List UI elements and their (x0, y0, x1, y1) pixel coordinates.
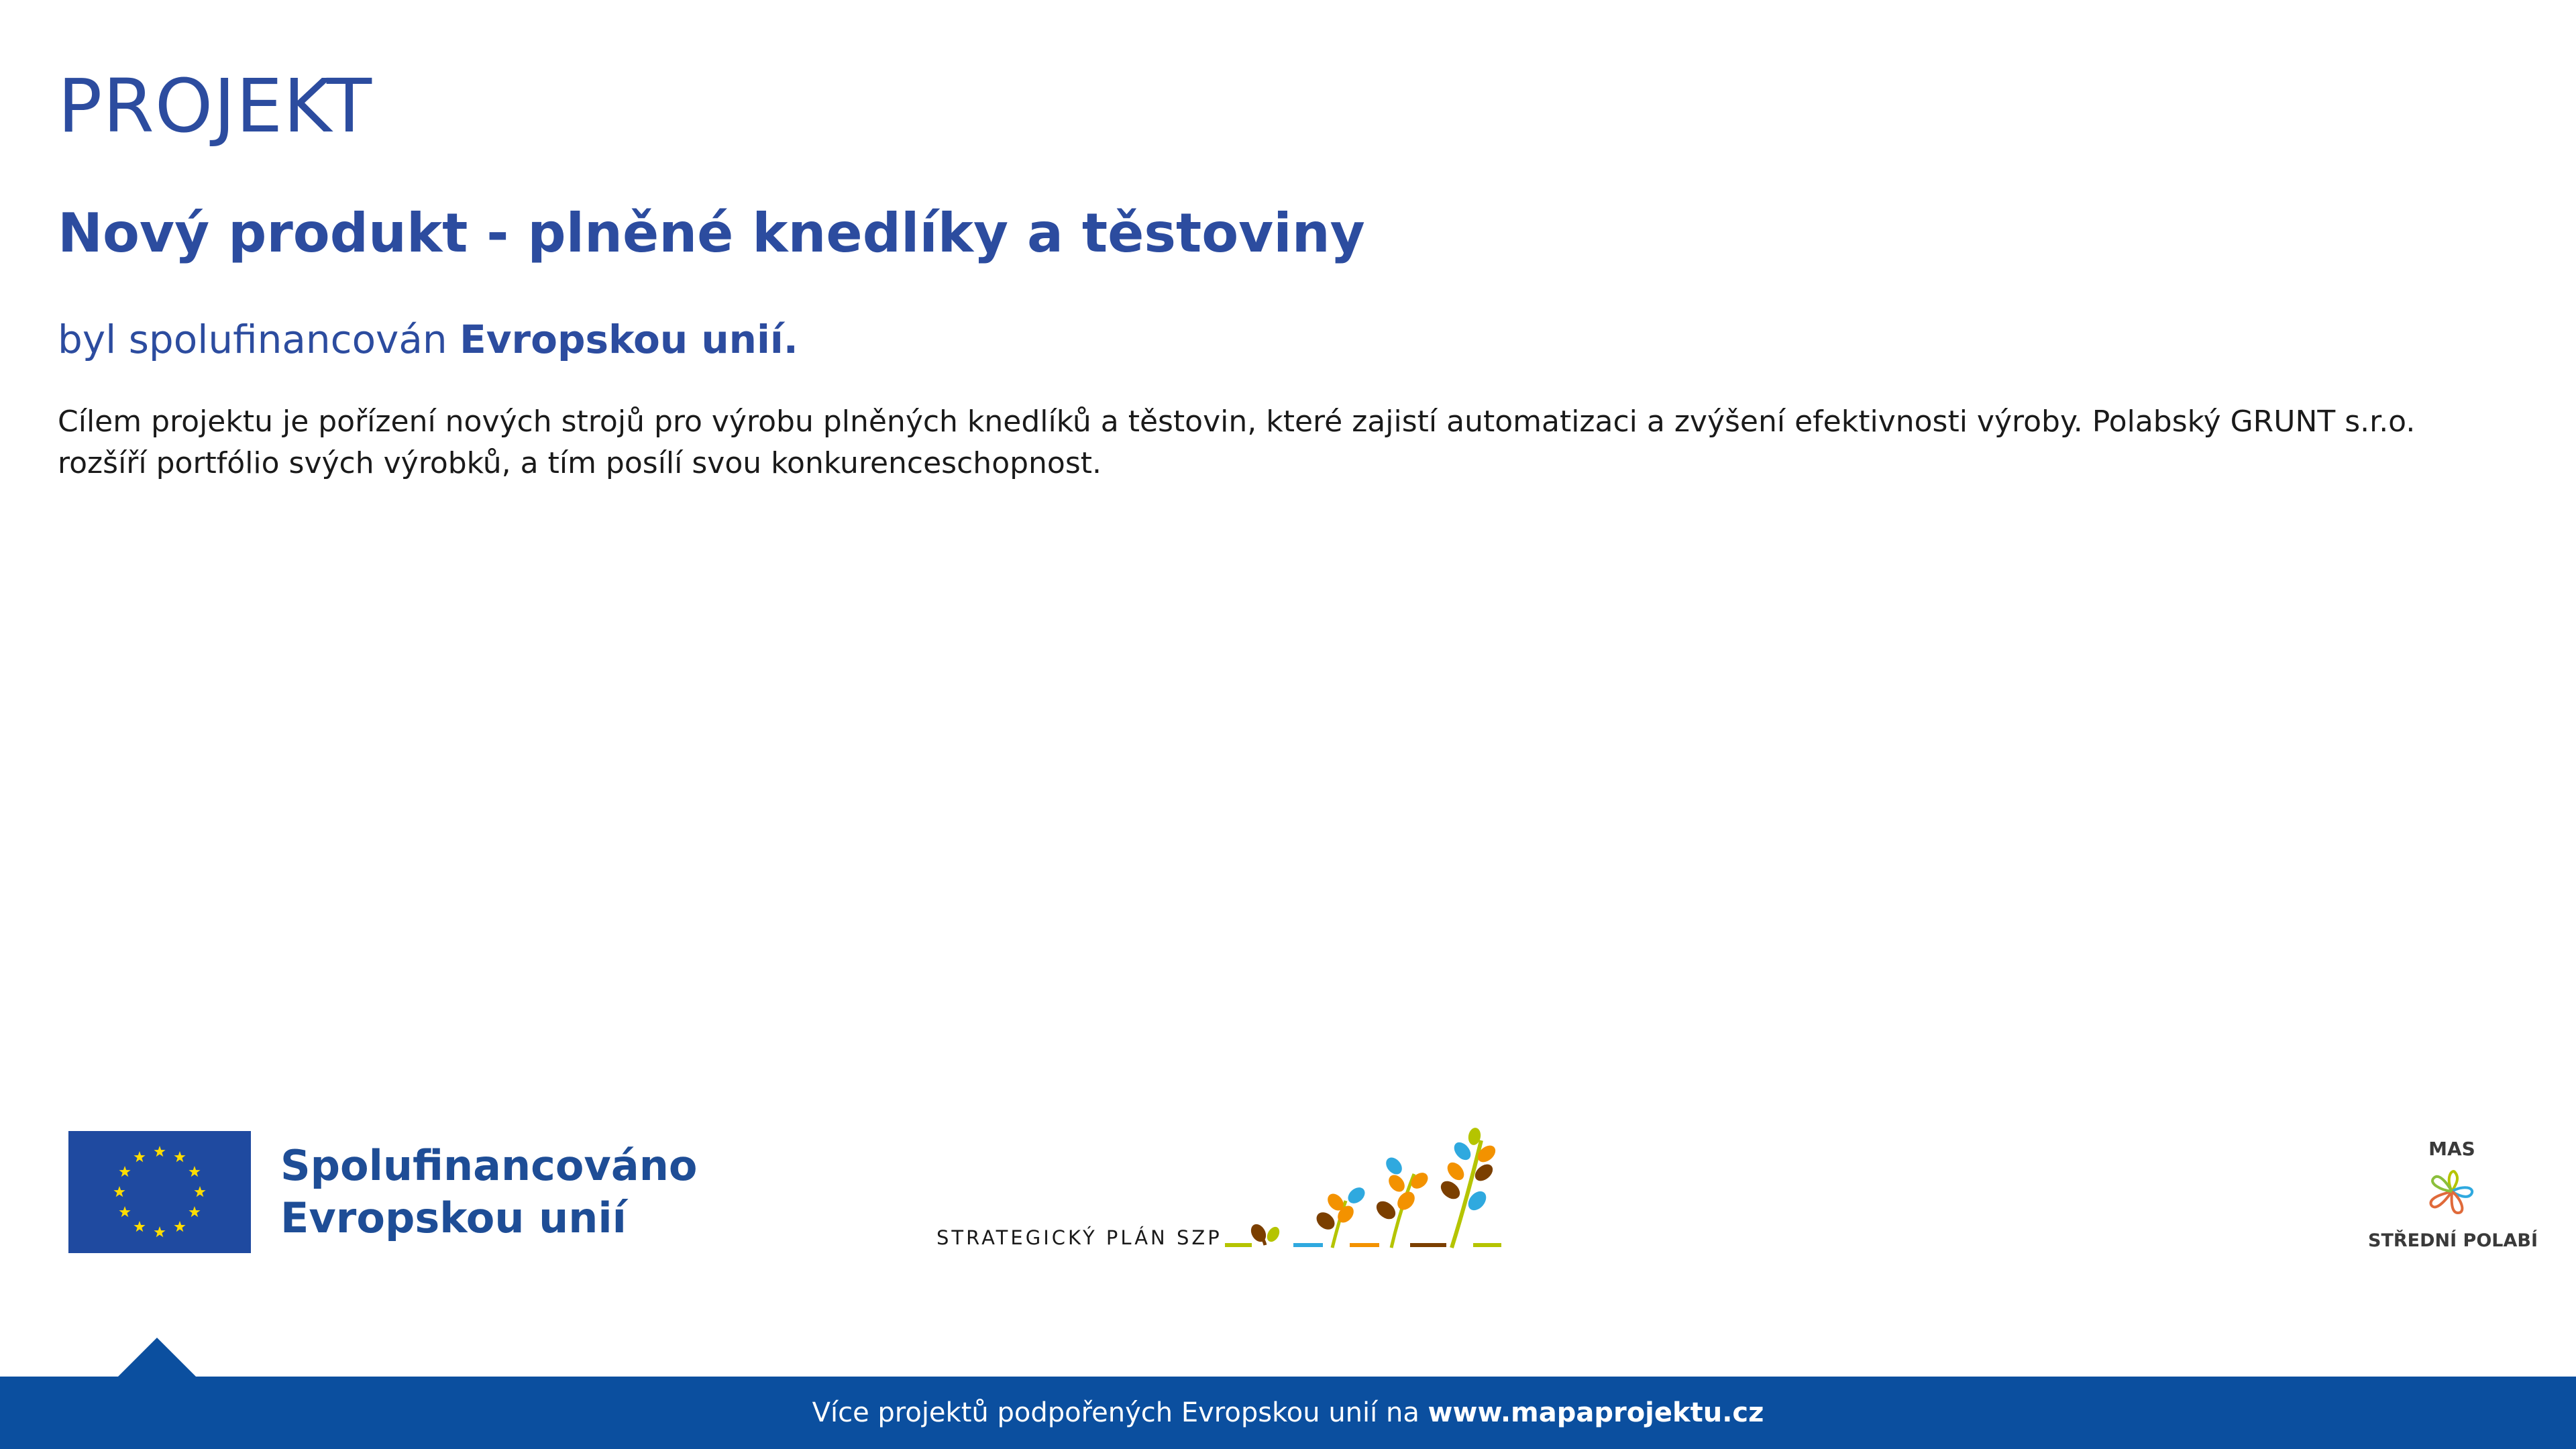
cofinanced-emphasis: Evropskou unií. (460, 317, 798, 362)
szp-logo-text: STRATEGICKÝ PLÁN SZP (936, 1226, 1222, 1249)
footer-notch (117, 1338, 197, 1378)
cofinanced-statement (58, 317, 798, 364)
eu-logo-line2: Evropskou unií (280, 1193, 627, 1242)
mas-logo-bottom: STŘEDNÍ POLABÍ (2368, 1230, 2538, 1251)
footer-text (812, 1397, 1764, 1428)
eu-cofinanced-logo (68, 1131, 697, 1253)
sprouting-plants-icon (1225, 1127, 1527, 1254)
footer-prefix: Více projektů podpořených Evropskou unií na (812, 1397, 1428, 1428)
project-description: Cílem projektu je pořízení nových strojů pro výrobu plněných knedlíků a těstovin, které zajistí automatizaci a zvýšení efektivnosti výroby. Polabský GRUNT s.r.o. rozšíří portfólio svých výrobků, a tím posílí svou konkurenceschopnost. (58, 405, 2416, 480)
strategic-plan-szp-logo (936, 1127, 1527, 1254)
eu-logo-line1: Spolufinancováno (280, 1141, 698, 1190)
mas-logo-top: MAS (2428, 1138, 2475, 1160)
page-title: PROJEKT (58, 63, 373, 149)
eu-flag-icon (68, 1131, 251, 1253)
footer-bar (0, 1377, 2576, 1449)
project-name: Nový produkt - plněné knedlíky a těstoviny (58, 202, 1365, 264)
eu-logo-text (280, 1140, 697, 1244)
mas-stredni-polabi-logo (2368, 1138, 2536, 1258)
flower-outline-icon (2422, 1165, 2482, 1225)
footer-link[interactable]: www.mapaprojektu.cz (1428, 1397, 1764, 1428)
cofinanced-prefix: byl spolufinancován (58, 317, 460, 362)
